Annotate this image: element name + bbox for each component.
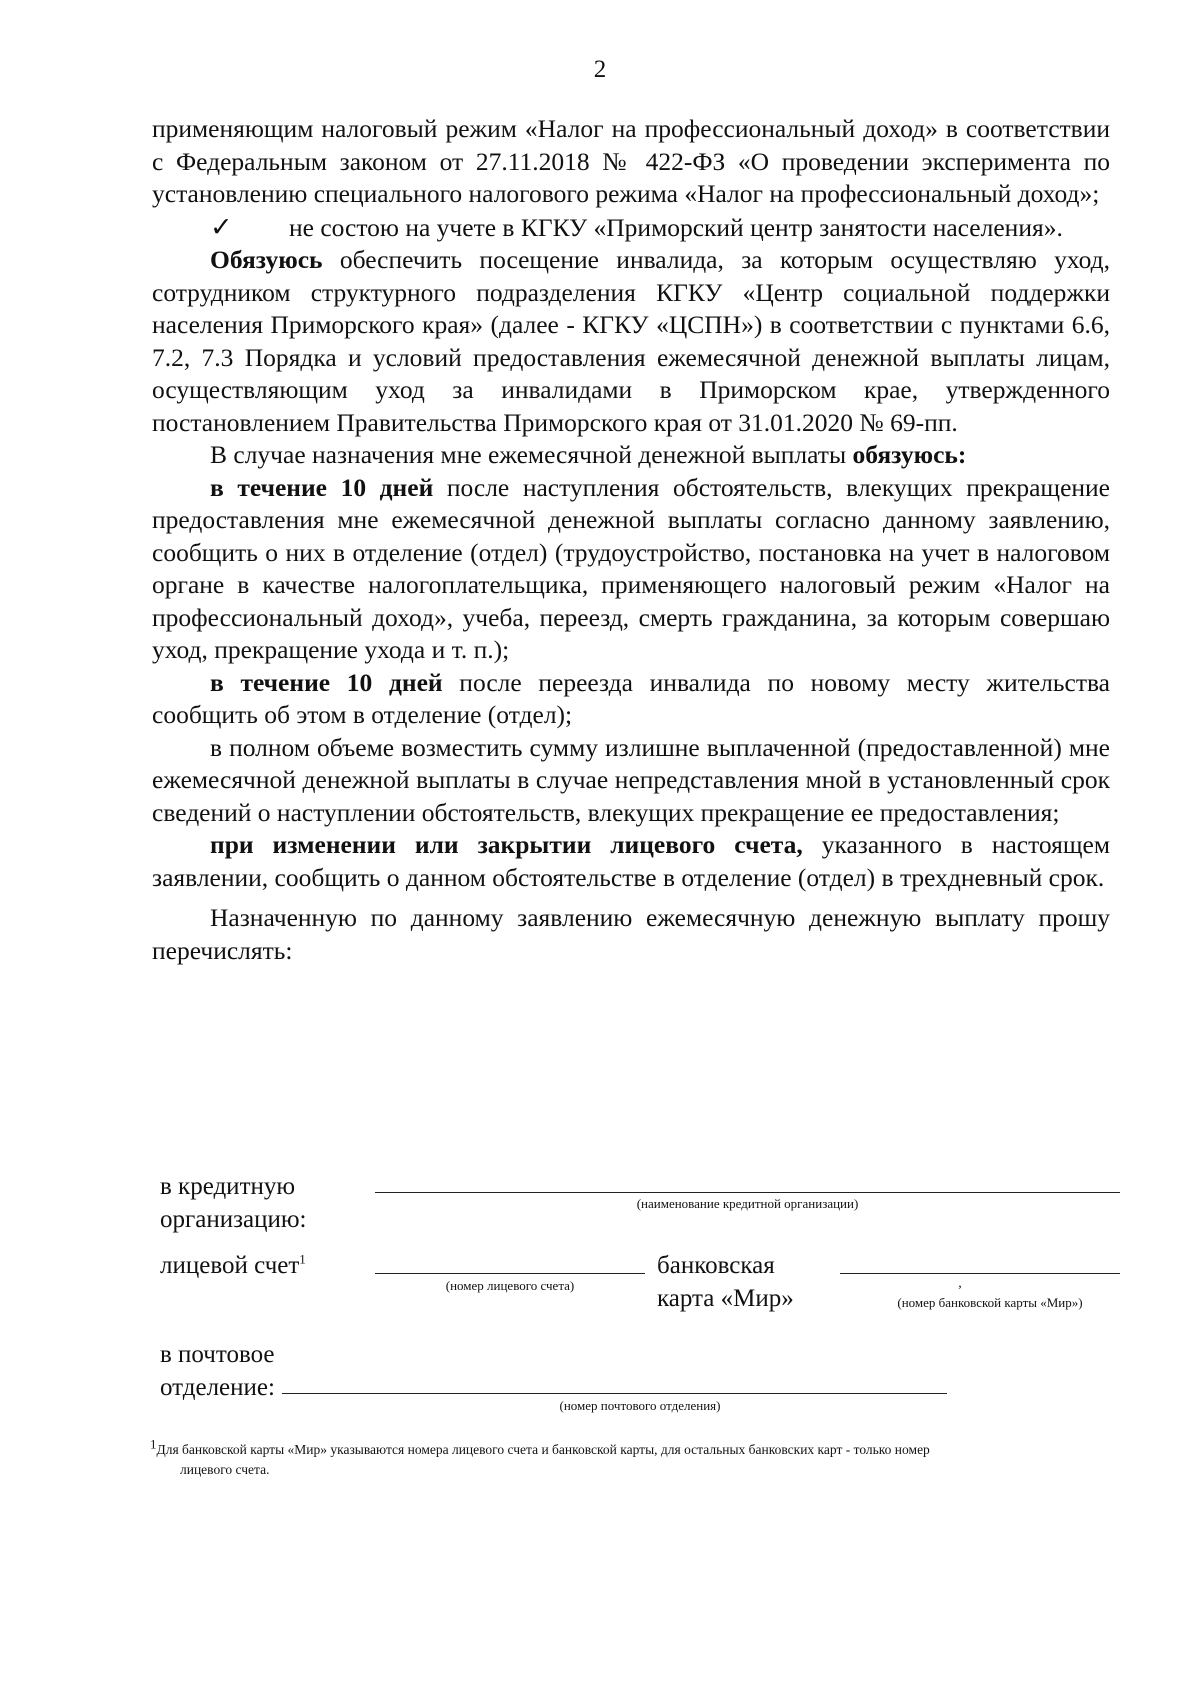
obligations-intro-text: В случае назначения мне ежемесячной денежной выплаты [210, 440, 853, 469]
post-office-field[interactable] [282, 1393, 947, 1394]
ten-days-bold-1: в течение 10 дней [210, 472, 434, 502]
ten-days-circumstances-text: после наступления обстоятельств, влекущих прекращение предоставления мне ежемесячной денежной выплаты согласно данному заявлению, сообщить о них в отделение (отдел) (трудоустройство, постановка на учет в налоговом органе в качестве налогоплательщика, применяющего налоговый режим «Налог на профессиональный доход», учеба, переезд, смерть гражданина, за которым совершаю уход, прекращение ухода и т. п.); [152, 472, 1110, 664]
employment-center-text: не состою на учете в КГКУ «Приморский центр занятости населения». [289, 212, 1063, 242]
account-footnote-mark: 1 [299, 1251, 306, 1267]
obligation-visit-text: обеспечить посещение инвалида, за которым осуществляю уход, сотрудником структурного подразделения КГКУ «Центр социальной поддержки населения Приморского края» (далее - КГКУ «ЦСПН») в соответствии с пунктами 6.6, 7.2, 7.3 Порядка и условий предоставления ежемесячной денежной выплаты лицам, осуществляющим уход за инвалидами в Приморском крае, утвержденного постановлением Правительства Приморского края от 31.01.2020 № 69-пп. [152, 245, 1110, 437]
footnote-mark: 1 [150, 1436, 157, 1452]
paragraph-obligation-visit [152, 244, 1110, 439]
ten-days-bold-2: в течение 10 дней [210, 667, 443, 697]
document-body [152, 113, 1110, 967]
bank-card-label-line2: карта «Мир» [657, 1285, 794, 1312]
account-number-field[interactable] [375, 1273, 645, 1274]
paragraph-10-days-circumstances [152, 472, 1110, 667]
account-label [160, 1249, 306, 1282]
footnote [150, 1436, 1110, 1480]
paragraph-account-change [152, 829, 1110, 894]
paragraph-employment-center [152, 211, 1110, 245]
bank-card-caption: (номер банковской карты «Мир») [897, 1295, 1083, 1310]
account-change-text: указанного в настоящем заявлении, сообщить о данном обстоятельстве в отделение (отдел) в трехдневный срок. [152, 830, 1110, 892]
obligations-intro-bold: обязуюсь: [852, 440, 967, 469]
post-office-label-line1: в почтовое [160, 1341, 275, 1368]
footnote-text-cont: лицевого счета. [180, 1462, 270, 1477]
credit-org-caption: (наименование кредитной организации) [636, 1196, 859, 1211]
credit-org-label-line2: организацию: [160, 1206, 307, 1233]
obligation-bold: Обязуюсь [210, 245, 323, 274]
paragraph-transfer-request: Назначенную по данному заявлению ежемесячную денежную выплату прошу перечислять: [152, 903, 1110, 965]
paragraph-10-days-move [152, 667, 1110, 732]
paragraph-reimburse: в полном объеме возместить сумму излишне выплаченной (предоставленной) мне ежемесячной денежной выплаты в случае непредставления мной в установленный срок сведений о наступлении обстоятельств, влекущих прекращение ее предоставления; [152, 732, 1110, 827]
paragraph-obligations-intro [152, 439, 1110, 472]
credit-org-field[interactable] [375, 1192, 1120, 1193]
post-office-label-line2: отделение: [160, 1374, 275, 1401]
ten-days-move-text: после переезда инвалида по новому месту жительства сообщить об этом в отделение (отдел); [152, 667, 1110, 729]
account-label-text: лицевой счет [160, 1252, 300, 1279]
account-change-bold: при изменении или закрытии лицевого счета, [210, 830, 803, 859]
account-caption: (номер лицевого счета) [445, 1278, 575, 1293]
checkmark-icon: ✓ [210, 211, 233, 242]
page-number: 2 [593, 56, 607, 83]
credit-org-label-line1: в кредитную [160, 1173, 296, 1200]
post-office-caption: (номер почтового отделения) [559, 1398, 721, 1413]
paragraph-npd-regime: применяющим налоговый режим «Налог на профессиональный доход» в соответствии с Федеральным законом от 27.11.2018 № 422-ФЗ «О проведении эксперимента по установлению специального налогового режима «Налог на профессиональный доход»; [152, 114, 1110, 208]
bank-card-comma: , [958, 1276, 962, 1291]
footnote-text: Для банковской карты «Мир» указываются номера лицевого счета и банковской карты, для остальных банковских карт - только номер [156, 1442, 930, 1457]
bank-card-label-line1: банковская [657, 1252, 775, 1279]
bank-card-number-field[interactable] [840, 1273, 1120, 1274]
